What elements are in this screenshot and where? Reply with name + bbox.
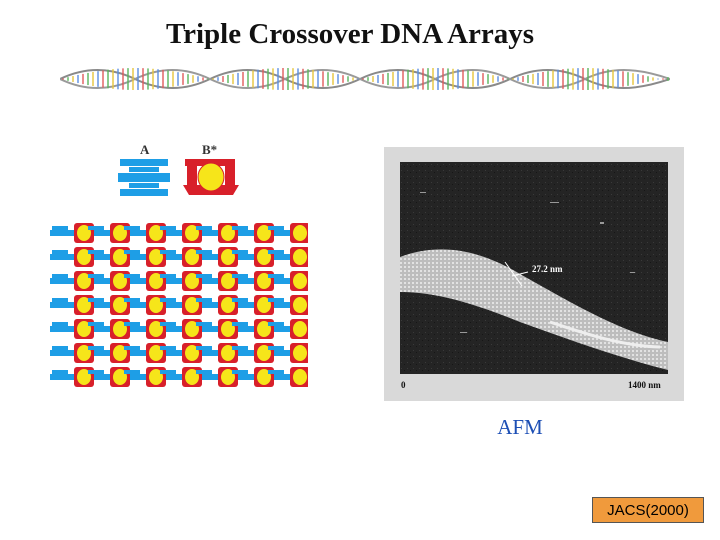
citation-badge: JACS(2000) (592, 497, 704, 523)
lattice-tile-a (268, 370, 284, 374)
lattice-tile-a (268, 346, 284, 350)
lattice-tile-a (232, 274, 248, 278)
lattice-tile-a (124, 298, 140, 302)
lattice-tile-a (124, 250, 140, 254)
lattice-tile-a (52, 226, 68, 230)
lattice-tile-a (268, 322, 284, 326)
lattice-tile-a (268, 226, 284, 230)
lattice-tile-a (160, 370, 176, 374)
lattice-tile-a (124, 226, 140, 230)
afm-caption: AFM (497, 415, 543, 439)
lattice-tile-a (196, 322, 212, 326)
tile-b-icon (183, 159, 239, 195)
tile-legend (115, 155, 245, 215)
lattice-tile-a (232, 346, 248, 350)
lattice-tile-a (232, 226, 248, 230)
lattice-tile-a (88, 226, 104, 230)
lattice-tile-a (160, 346, 176, 350)
slide-title: Triple Crossover DNA Arrays (165, 18, 535, 50)
lattice-marker (293, 345, 307, 361)
lattice-tile-a (160, 274, 176, 278)
tile-a-label: A (140, 142, 150, 157)
lattice-tile-a (232, 322, 248, 326)
lattice-tile-a (196, 298, 212, 302)
lattice-tile-a (196, 370, 212, 374)
afm-scale-end: 1400 nm (628, 380, 661, 390)
lattice-tile-a (124, 370, 140, 374)
lattice-tile-a (268, 298, 284, 302)
lattice-tile-a (160, 298, 176, 302)
lattice-tile-a (268, 250, 284, 254)
lattice-tile-a (88, 346, 104, 350)
lattice-marker (293, 321, 307, 337)
lattice-tile-a (232, 298, 248, 302)
lattice-tile-a (52, 346, 68, 350)
lattice-tile-a (88, 250, 104, 254)
lattice-marker (293, 273, 307, 289)
lattice-marker (293, 297, 307, 313)
lattice-tile-a (124, 346, 140, 350)
lattice-tile-a (160, 250, 176, 254)
lattice-tile-a (52, 250, 68, 254)
lattice-tile-a (160, 322, 176, 326)
dna-helix-banner (60, 62, 670, 96)
lattice-tile-a (88, 322, 104, 326)
lattice-tile-a (52, 274, 68, 278)
lattice-tile-a (88, 274, 104, 278)
lattice-tile-a (88, 370, 104, 374)
afm-width-annotation: 27.2 nm (532, 264, 563, 274)
tile-b-label: B* (202, 142, 218, 157)
lattice-marker (293, 249, 307, 265)
lattice-tile-a (196, 250, 212, 254)
lattice-tile-a (52, 370, 68, 374)
lattice-tile-a (88, 298, 104, 302)
lattice-tile-a (52, 322, 68, 326)
lattice-tile-a (196, 274, 212, 278)
lattice-marker (293, 369, 307, 385)
lattice-tile-a (124, 322, 140, 326)
tile-a-icon (118, 159, 170, 196)
lattice-tile-a (268, 274, 284, 278)
afm-scale-start: 0 (401, 380, 406, 390)
lattice-tile-a (52, 298, 68, 302)
lattice-tile-a (124, 274, 140, 278)
lattice-tile-a (196, 346, 212, 350)
tile-lattice (48, 218, 308, 390)
lattice-tile-a (232, 250, 248, 254)
lattice-tile-a (196, 226, 212, 230)
lattice-marker (293, 225, 307, 241)
lattice-tile-a (232, 370, 248, 374)
lattice-tile-a (160, 226, 176, 230)
